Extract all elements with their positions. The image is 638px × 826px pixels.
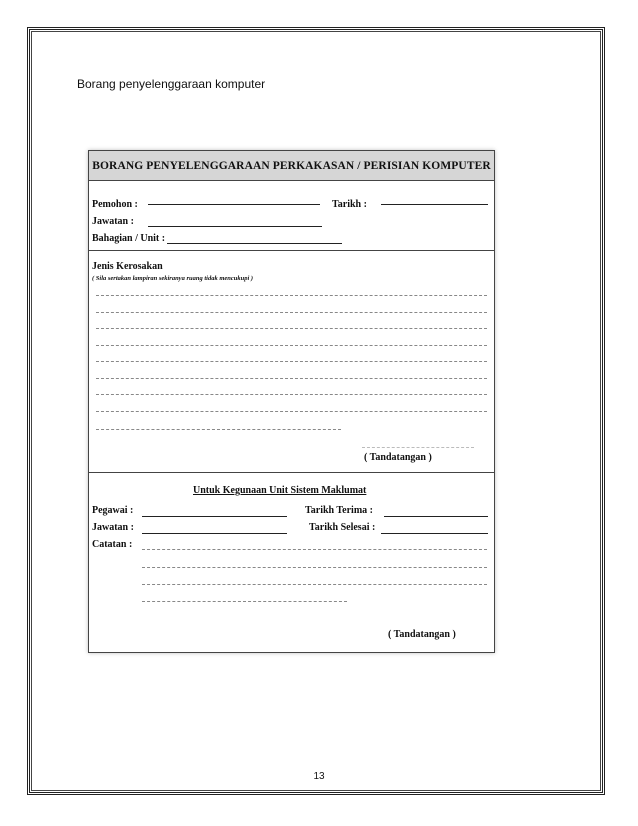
damage-line[interactable] <box>96 328 487 329</box>
office-use-section <box>89 473 494 654</box>
jawatan-officer-label: Jawatan : <box>92 522 134 533</box>
catatan-line[interactable] <box>142 584 487 585</box>
maintenance-form <box>88 150 495 653</box>
tarikh-terima-field[interactable] <box>384 516 488 517</box>
jawatan-field[interactable] <box>148 226 322 227</box>
tarikh-terima-label: Tarikh Terima : <box>305 505 373 516</box>
damage-line[interactable] <box>96 361 487 362</box>
damage-line[interactable] <box>96 378 487 379</box>
tarikh-selesai-label: Tarikh Selesai : <box>309 522 376 533</box>
jawatan-label: Jawatan : <box>92 216 134 227</box>
form-title: BORANG PENYELENGGARAAN PERKAKASAN / PERISIAN KOMPUTER <box>89 151 494 181</box>
page-number: 13 <box>313 771 325 782</box>
office-signature-label: ( Tandatangan ) <box>388 629 456 640</box>
bahagian-field[interactable] <box>167 243 342 244</box>
tarikh-selesai-field[interactable] <box>381 533 488 534</box>
damage-line[interactable] <box>96 429 341 430</box>
pemohon-label: Pemohon : <box>92 199 138 210</box>
jawatan-officer-field[interactable] <box>142 533 287 534</box>
damage-line[interactable] <box>96 295 487 296</box>
damage-line[interactable] <box>96 411 487 412</box>
damage-signature-label: ( Tandatangan ) <box>364 452 432 463</box>
signature-line[interactable] <box>362 447 474 448</box>
catatan-label: Catatan : <box>92 539 133 550</box>
catatan-line[interactable] <box>142 601 347 602</box>
pemohon-field[interactable] <box>148 204 320 205</box>
attachment-note: ( Sila sertakan lampiran sekiranya ruang tidak mencukupi ) <box>92 275 254 282</box>
catatan-line[interactable] <box>142 567 487 568</box>
pegawai-field[interactable] <box>142 516 287 517</box>
document-caption: Borang penyelenggaraan komputer <box>77 77 266 91</box>
catatan-line[interactable] <box>142 549 487 550</box>
damage-line[interactable] <box>96 312 487 313</box>
applicant-section <box>89 181 494 251</box>
bahagian-label: Bahagian / Unit : <box>92 233 166 244</box>
pegawai-label: Pegawai : <box>92 505 134 516</box>
damage-section <box>89 251 494 473</box>
damage-line[interactable] <box>96 345 487 346</box>
office-use-heading: Untuk Kegunaan Unit Sistem Maklumat <box>193 485 367 496</box>
tarikh-label: Tarikh : <box>332 199 367 210</box>
tarikh-field[interactable] <box>381 204 488 205</box>
jenis-kerosakan-heading: Jenis Kerosakan <box>92 261 163 272</box>
damage-line[interactable] <box>96 394 487 395</box>
